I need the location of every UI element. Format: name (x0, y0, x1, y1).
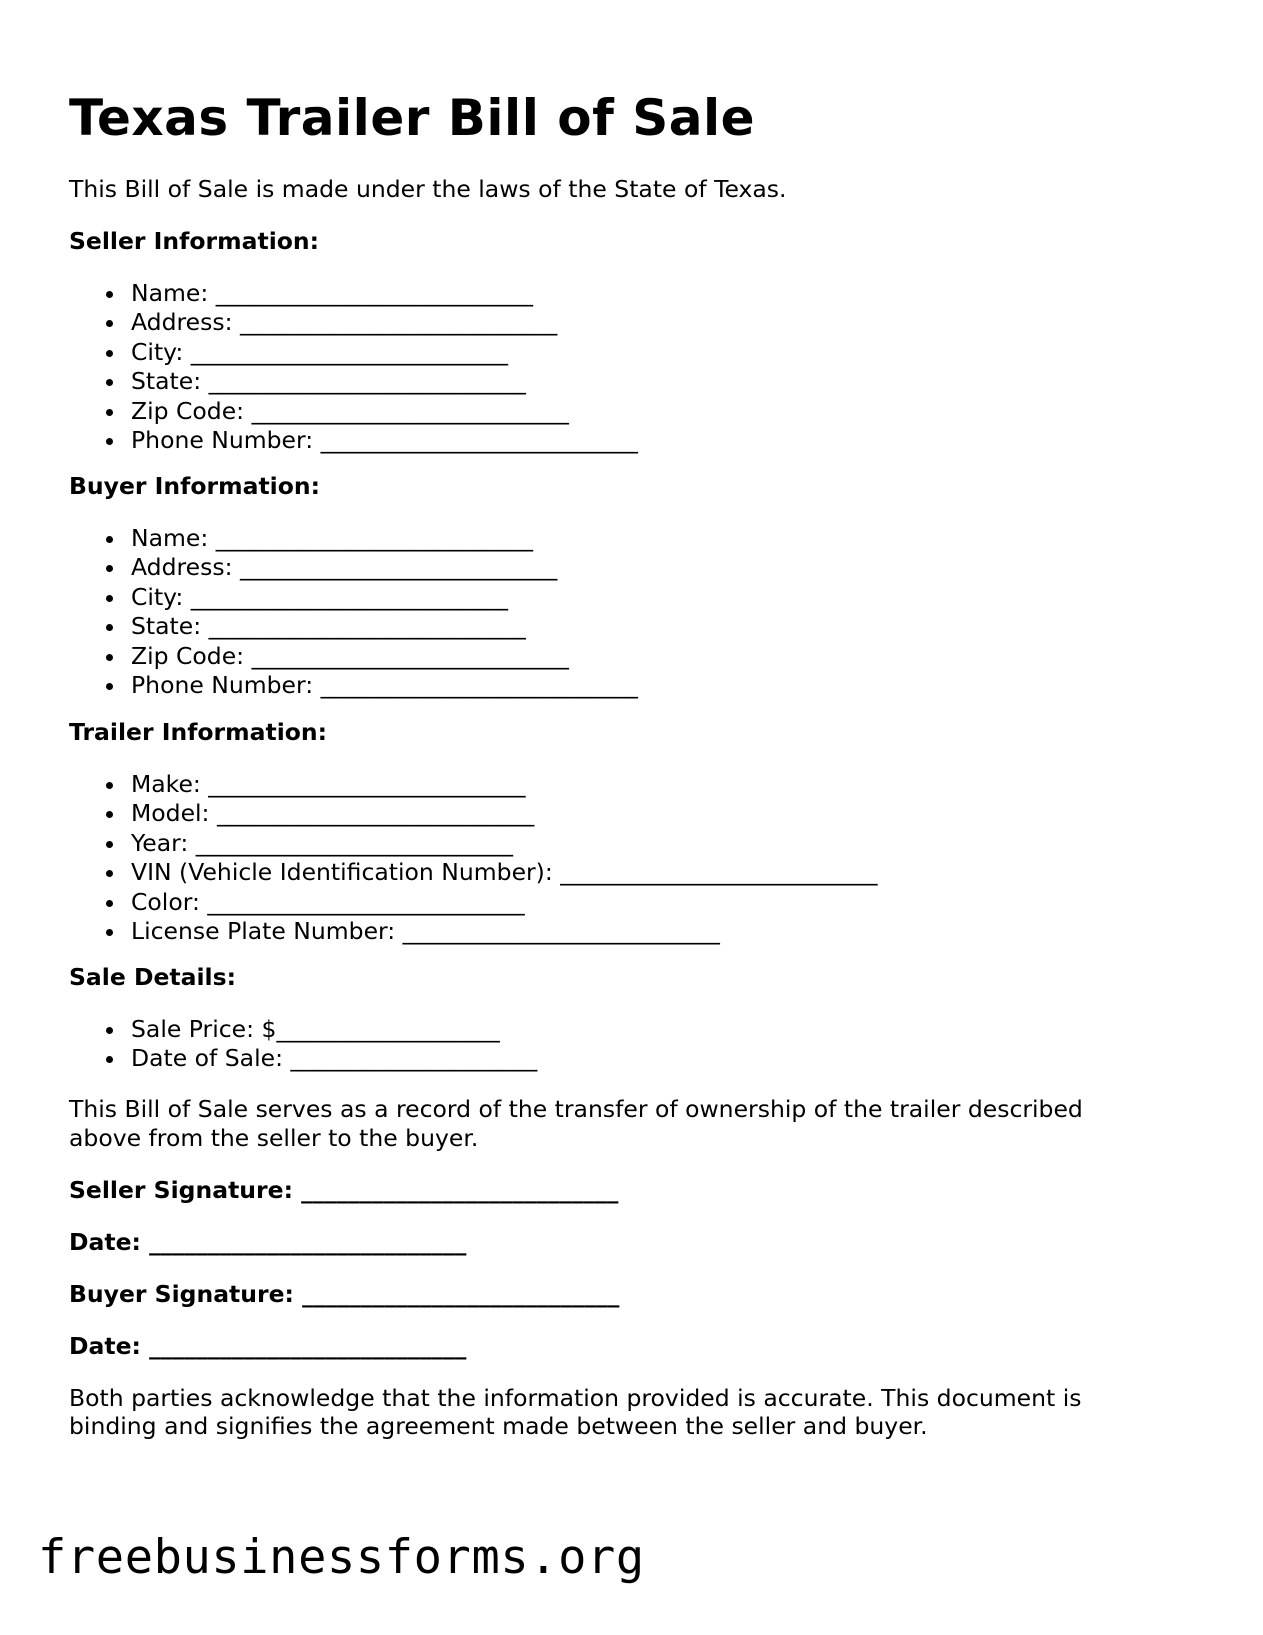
seller-phone-field: Phone Number: ___________________________ (131, 426, 638, 455)
buyer-city-field: City: ___________________________ (131, 583, 638, 612)
seller-field-list (69, 279, 638, 455)
acknowledgment-line-2: binding and signifies the agreement made between the seller and buyer. (69, 1412, 928, 1440)
trailer-heading: Trailer Information: (69, 718, 328, 746)
watermark-text: freebusinessforms.org (38, 1530, 645, 1585)
seller-zip-field: Zip Code: ___________________________ (131, 397, 638, 426)
sale-price-field: Sale Price: $___________________ (131, 1015, 537, 1044)
trailer-make-field: Make: ___________________________ (131, 770, 878, 799)
buyer-address-field: Address: ___________________________ (131, 553, 638, 582)
trailer-model-field: Model: ___________________________ (131, 799, 878, 828)
buyer-signature-line: Buyer Signature: ___________________________ (69, 1280, 620, 1308)
seller-name-field: Name: ___________________________ (131, 279, 638, 308)
buyer-heading: Buyer Information: (69, 472, 321, 500)
acknowledgment-line-1: Both parties acknowledge that the information provided is accurate. This document is (69, 1384, 1082, 1412)
transfer-statement-line-2: above from the seller to the buyer. (69, 1124, 479, 1152)
trailer-field-list (69, 770, 878, 946)
sale-date-field: Date of Sale: _____________________ (131, 1044, 538, 1073)
buyer-field-list (69, 524, 638, 700)
transfer-statement-line-1: This Bill of Sale serves as a record of the transfer of ownership of the trailer described (69, 1095, 1083, 1123)
sale-heading: Sale Details: (69, 963, 236, 991)
intro-text: This Bill of Sale is made under the laws of the State of Texas. (69, 175, 787, 203)
buyer-zip-field: Zip Code: ___________________________ (131, 642, 638, 671)
document-title: Texas Trailer Bill of Sale (69, 89, 756, 147)
trailer-year-field: Year: ___________________________ (131, 829, 878, 858)
trailer-vin-field: VIN (Vehicle Identification Number): ___________________________ (131, 858, 878, 887)
buyer-phone-field: Phone Number: ___________________________ (131, 671, 638, 700)
buyer-name-field: Name: ___________________________ (131, 524, 638, 553)
seller-date-line: Date: ___________________________ (69, 1228, 467, 1256)
trailer-color-field: Color: ___________________________ (131, 888, 878, 917)
buyer-date-line: Date: ___________________________ (69, 1332, 467, 1360)
seller-signature-line: Seller Signature: ___________________________ (69, 1176, 619, 1204)
buyer-state-field: State: ___________________________ (131, 612, 638, 641)
seller-state-field: State: ___________________________ (131, 367, 638, 396)
seller-address-field: Address: ___________________________ (131, 308, 638, 337)
trailer-plate-field: License Plate Number: ___________________________ (131, 917, 878, 946)
seller-heading: Seller Information: (69, 227, 320, 255)
seller-city-field: City: ___________________________ (131, 338, 638, 367)
sale-field-list (69, 1015, 537, 1074)
